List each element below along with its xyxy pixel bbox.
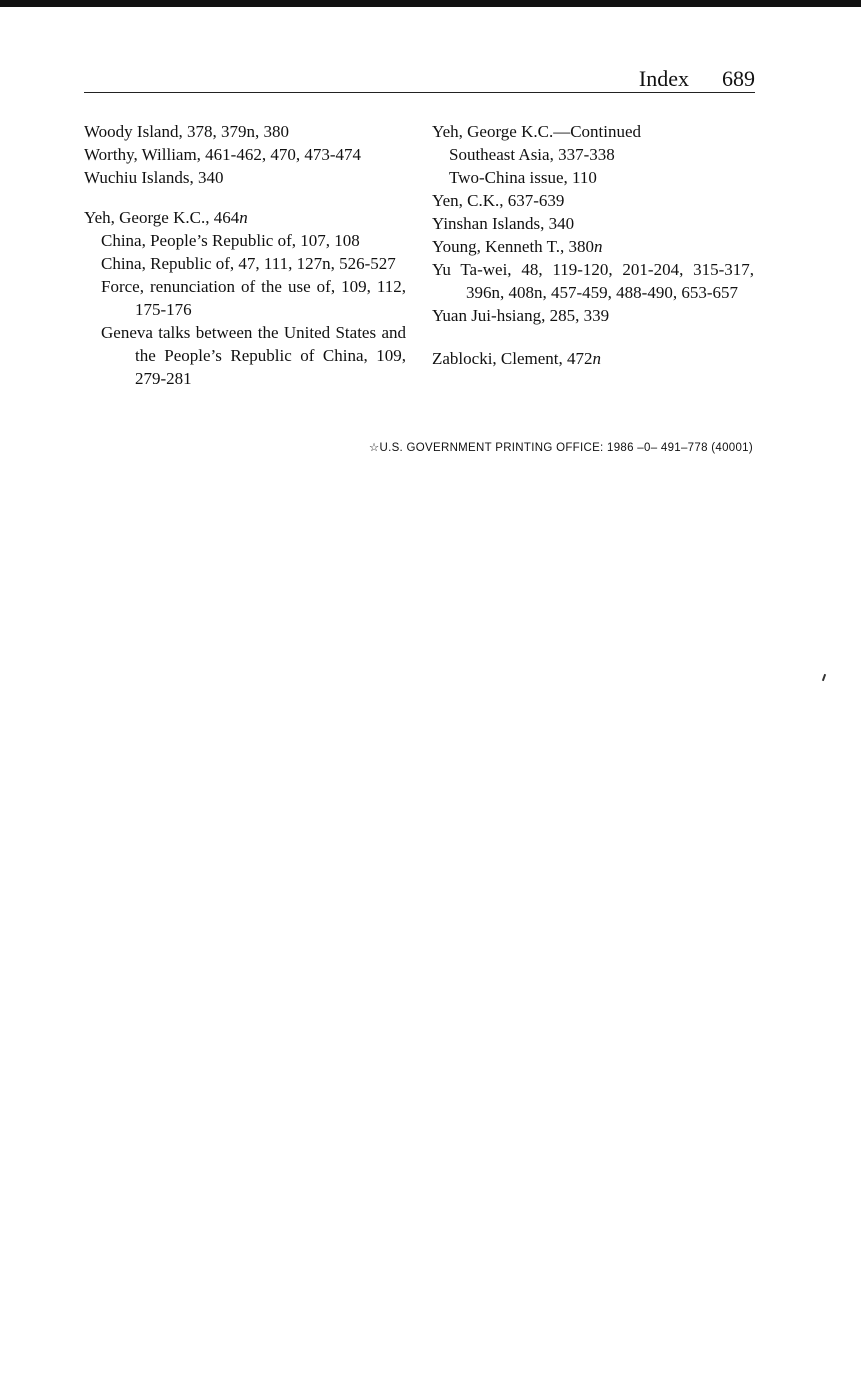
scan-speck: [822, 674, 826, 681]
top-border-bar: [0, 0, 861, 7]
index-entry-young-kenneth: Young, Kenneth T., 380n: [432, 237, 603, 256]
index-entry-zablocki-clement: Zablocki, Clement, 472n: [432, 349, 602, 368]
index-entry-yu-ta-wei: Yu Ta-wei, 48, 119-120, 201-204, 315-317, 396n, 408n, 457-459, 488-490, 653-657: [432, 260, 754, 302]
index-column-right: [432, 120, 754, 370]
subentry-force-renunciation: Force, renunciation of the use of, 109, 112, 175-176: [101, 277, 406, 319]
index-entry-yinshan-islands: Yinshan Islands, 340: [432, 214, 575, 233]
index-entry-yen-ck: Yen, C.K., 637-639: [432, 191, 565, 210]
subentry-southeast-asia: Southeast Asia, 337-338: [449, 145, 615, 164]
page-number: 689: [722, 66, 755, 91]
index-entry-yuan-jui-hsiang: Yuan Jui-hsiang, 285, 339: [432, 306, 610, 325]
index-entry-yeh-george: Yeh, George K.C., 464n: [84, 208, 248, 227]
subentry-two-china: Two-China issue, 110: [449, 168, 597, 187]
index-entry-woody-island: Woody Island, 378, 379n, 380: [84, 122, 289, 141]
index-column-left: [84, 120, 406, 390]
index-entry-wuchiu-islands: Wuchiu Islands, 340: [84, 168, 224, 187]
printing-office-imprint: ☆U.S. GOVERNMENT PRINTING OFFICE: 1986 –0– 491–778 (40001): [368, 442, 753, 454]
index-entry-worthy-william: Worthy, William, 461-462, 470, 473-474: [84, 145, 362, 164]
index-entry-yeh-continued: Yeh, George K.C.—Continued: [432, 122, 642, 141]
running-header: [84, 66, 755, 93]
subentry-prc: China, People’s Republic of, 107, 108: [101, 231, 360, 250]
subentry-geneva-talks: Geneva talks between the United States and the People’s Republic of China, 109, 279-281: [101, 323, 406, 388]
subentry-roc: China, Republic of, 47, 111, 127n, 526-527: [101, 254, 396, 273]
running-title: Index: [638, 66, 689, 91]
